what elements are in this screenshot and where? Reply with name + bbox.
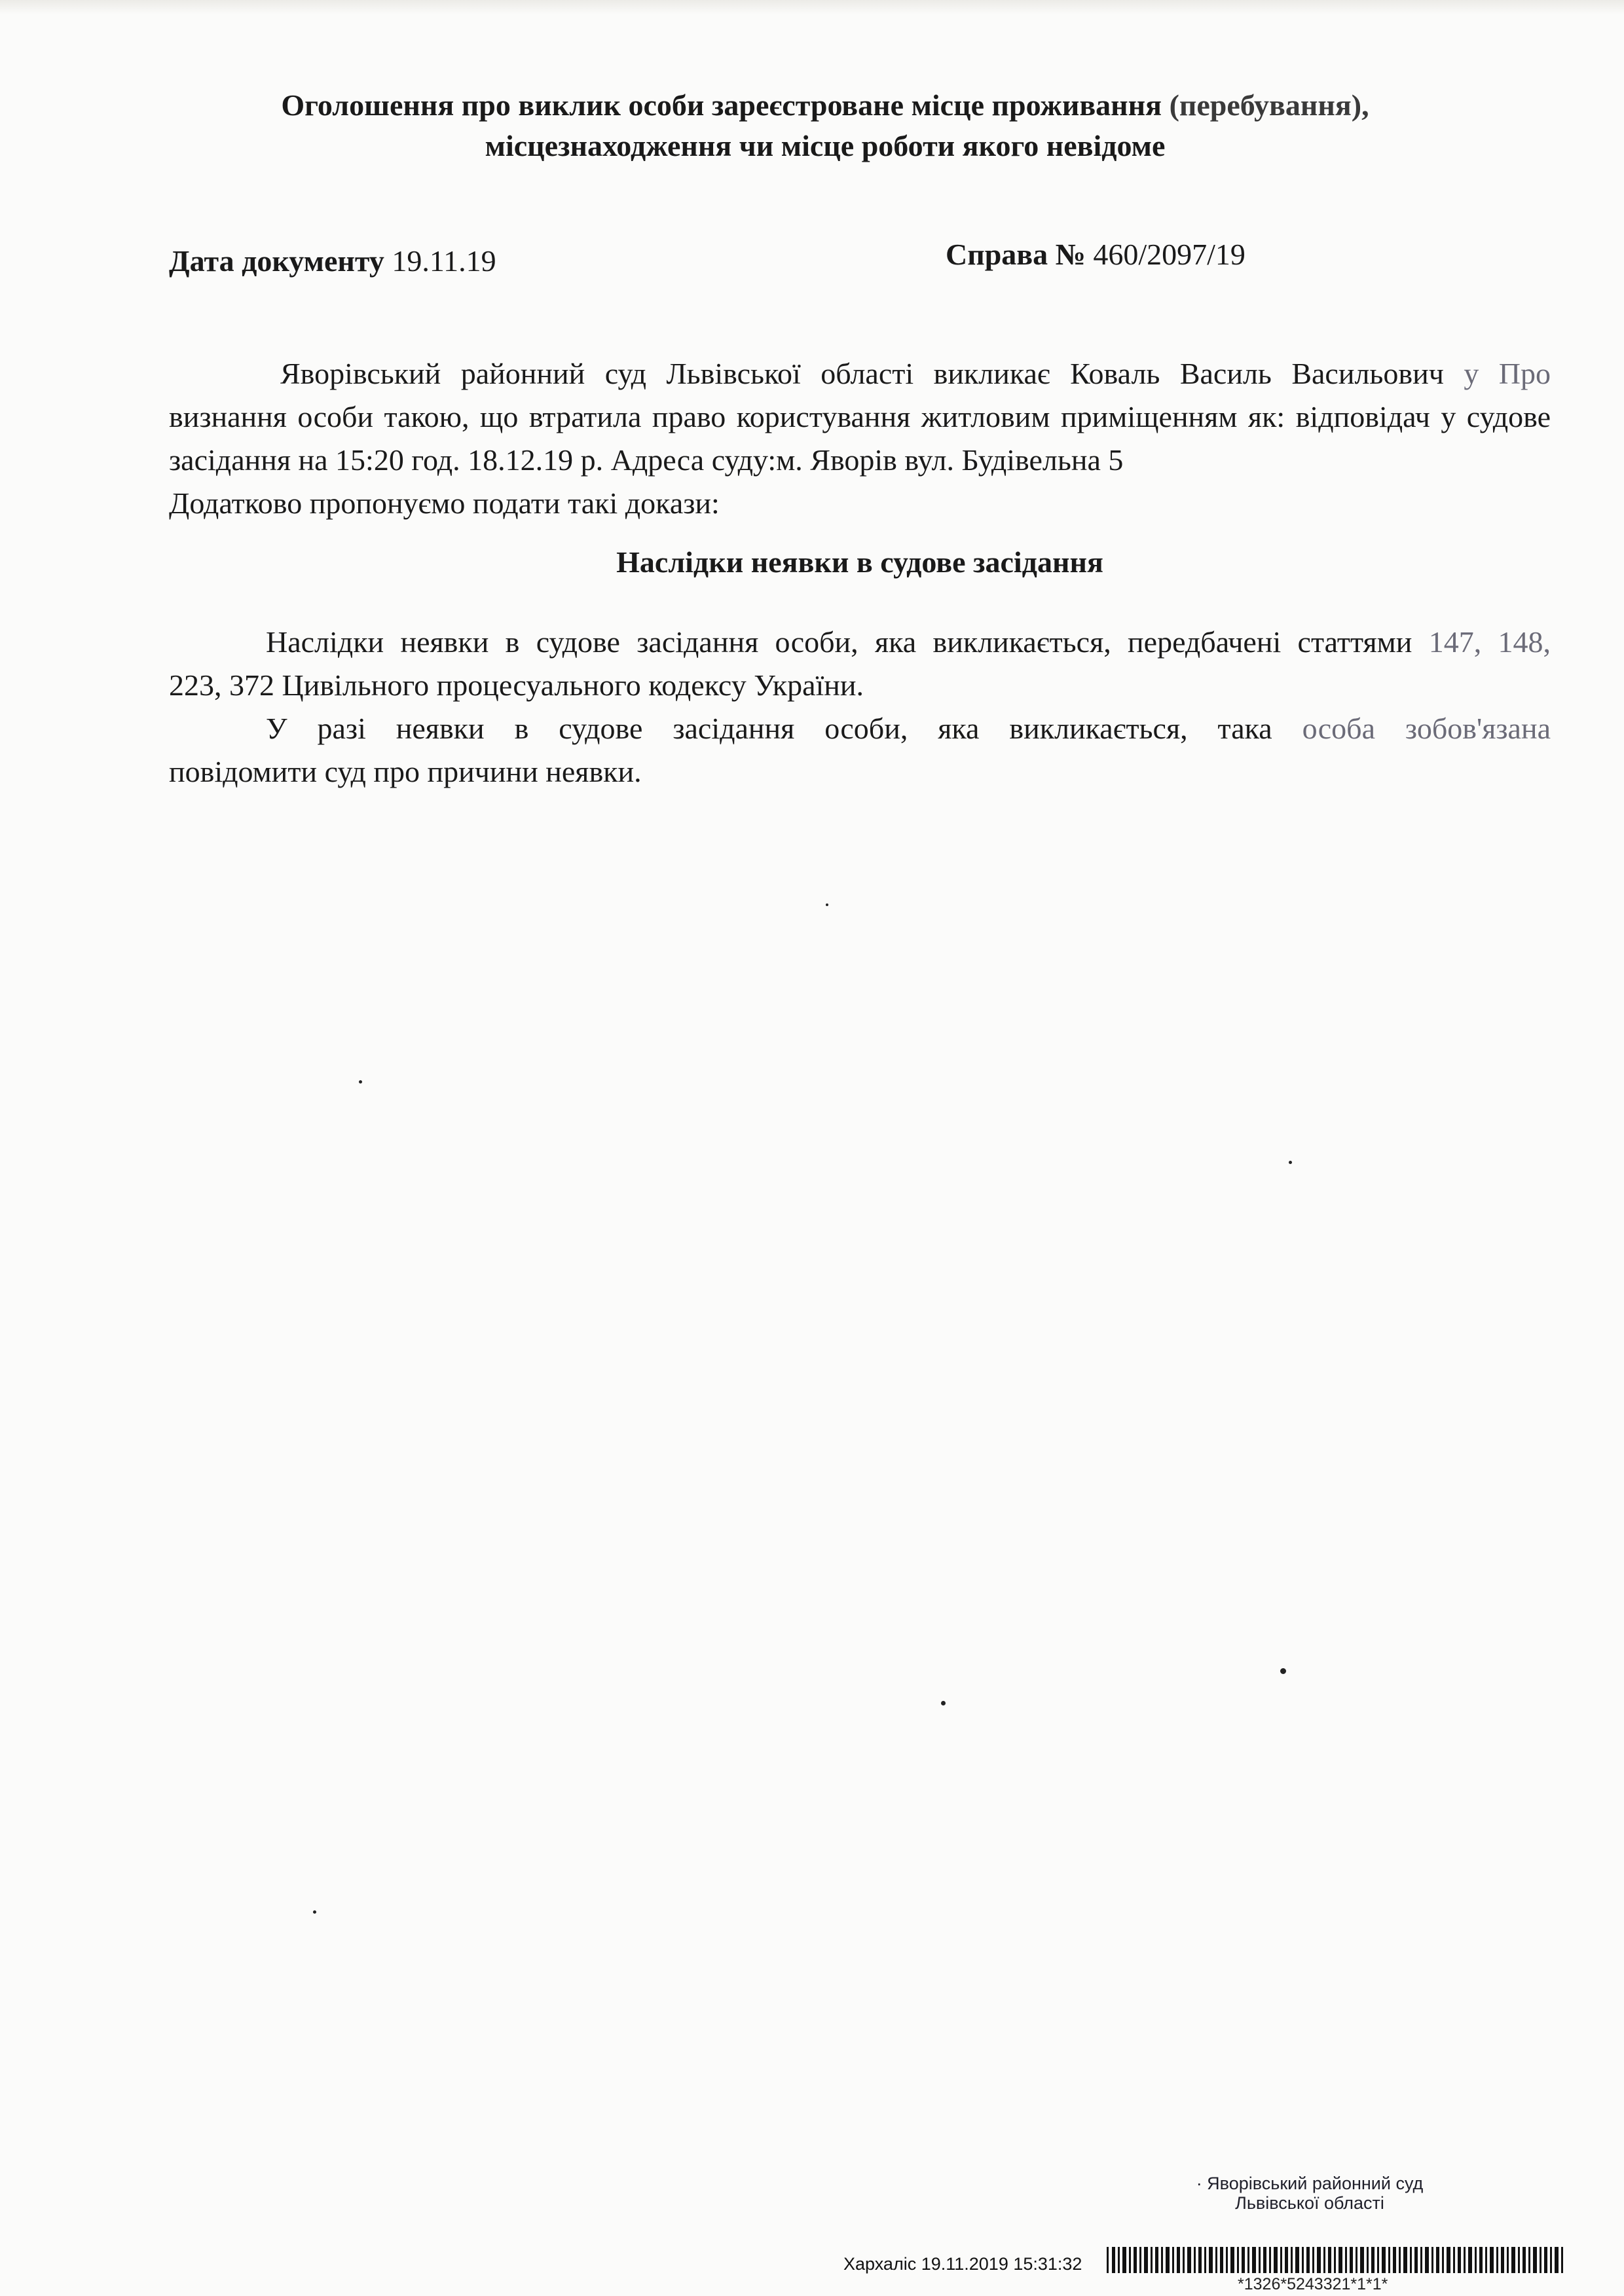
scan-speck [1289, 1161, 1292, 1164]
document-title [170, 85, 1480, 166]
summons-text-1: Яворівський районний суд Львівської області викликає Коваль Василь Васильович [280, 357, 1444, 390]
summons-text-3: визнання особи такою, що втратила право користування житловим приміщенням як: відповідач у судове засідання на 15:20 год. 18.12.19 р. Адреса суду:м. Яворів вул. Будівельна 5 [169, 400, 1551, 477]
absence-text-2: особа зобов'язана [1302, 712, 1551, 745]
date-label: Дата документу [169, 244, 384, 278]
evidence-line: Додатково пропонуємо подати такі докази: [169, 486, 720, 520]
consequences-text-1: Наслідки неявки в судове засідання особи, яка викликається, передбачені статтями [266, 625, 1412, 659]
case-label: Справа № [946, 238, 1086, 271]
consequences-paragraph [169, 621, 1551, 793]
scan-speck [826, 903, 828, 906]
scan-speck [941, 1701, 946, 1705]
document-date [169, 244, 496, 278]
title-parenthetical: (перебування), [1169, 88, 1369, 122]
barcode-number: *1326*5243321*1*1* [1238, 2275, 1388, 2293]
scan-edge [0, 0, 1624, 14]
title-line-2: місцезнаходження чи місце роботи якого невідоме [485, 129, 1166, 162]
stamp-line-1: · Яворівський районний суд [1196, 2174, 1424, 2193]
absence-text-3: повідомити суд про причини неявки. [169, 755, 642, 788]
barcode [1107, 2247, 1565, 2273]
case-value: 460/2097/19 [1093, 238, 1246, 271]
consequences-text-2: 223, 372 Цивільного процесуального кодексу України. [169, 668, 864, 702]
scan-speck [359, 1080, 362, 1084]
court-stamp [1139, 2174, 1480, 2213]
operator-timestamp: Хархаліс 19.11.2019 15:31:32 [843, 2254, 1082, 2274]
consequences-articles: 147, 148, [1428, 625, 1551, 659]
summons-text-2: у Про [1464, 357, 1551, 390]
title-line-1: Оголошення про виклик особи зареєстроване місце проживання [281, 88, 1162, 122]
case-number [946, 237, 1246, 272]
absence-text-1: У разі неявки в судове засідання особи, яка викликається, така [266, 712, 1272, 745]
scan-speck [1280, 1668, 1286, 1674]
summons-paragraph [169, 352, 1551, 525]
stamp-line-2: Львівської області [1235, 2193, 1384, 2213]
date-value: 19.11.19 [392, 244, 496, 278]
section-heading: Наслідки неявки в судове засідання [616, 545, 1103, 579]
scan-speck [313, 1910, 316, 1914]
